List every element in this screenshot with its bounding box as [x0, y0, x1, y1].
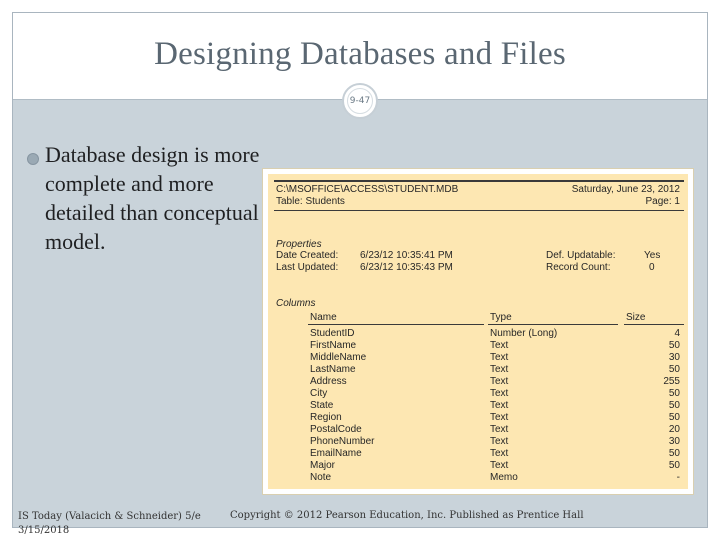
list-item: [268, 460, 688, 472]
field-size: 30: [668, 352, 680, 363]
footer-source: IS Today (Valacich & Schneider) 5/e: [18, 511, 201, 522]
column-header-size: Size: [626, 312, 646, 323]
field-name: State: [310, 400, 334, 411]
report-page: Page: 1: [645, 196, 680, 207]
slide-number: 9-47: [349, 96, 371, 106]
report-path: C:\MSOFFICE\ACCESS\STUDENT.MDB: [276, 184, 459, 195]
report-top-rule: [274, 180, 684, 182]
field-size: 50: [668, 400, 680, 411]
field-type: Text: [490, 340, 509, 351]
table-definition-report: [268, 174, 688, 489]
field-size: 4: [674, 328, 680, 339]
bullet-icon: [27, 153, 39, 165]
def-updatable-value: Yes: [644, 250, 661, 261]
field-name: City: [310, 388, 328, 399]
field-type: Text: [490, 388, 509, 399]
field-name: LastName: [310, 364, 356, 375]
record-count-label: Record Count:: [546, 262, 611, 273]
field-name: PhoneNumber: [310, 436, 375, 447]
field-type: Text: [490, 412, 509, 423]
list-item: [268, 436, 688, 448]
field-name: PostalCode: [310, 424, 362, 435]
list-item: [268, 412, 688, 424]
field-type: Text: [490, 376, 509, 387]
list-item: [268, 424, 688, 436]
report-image: [262, 168, 694, 495]
field-name: Address: [310, 376, 347, 387]
list-item: [268, 352, 688, 364]
field-type: Text: [490, 400, 509, 411]
field-size: 20: [668, 424, 680, 435]
field-name: MiddleName: [310, 352, 367, 363]
field-type: Memo: [490, 472, 518, 483]
date-created-label: Date Created:: [276, 250, 339, 261]
field-type: Text: [490, 448, 509, 459]
list-item: [268, 376, 688, 388]
field-size: 50: [668, 340, 680, 351]
date-created-value: 6/23/12 10:35:41 PM: [360, 250, 453, 261]
field-size: 50: [668, 448, 680, 459]
footer-date: 3/15/2018: [18, 525, 70, 536]
def-updatable-label: Def. Updatable:: [546, 250, 616, 261]
type-header-rule: [488, 324, 618, 325]
list-item: [268, 340, 688, 352]
name-header-rule: [308, 324, 484, 325]
footer-copyright: Copyright © 2012 Pearson Education, Inc. Published as Prentice Hall: [230, 510, 584, 521]
field-name: Note: [310, 472, 332, 483]
field-type: Text: [490, 352, 509, 363]
list-item: [268, 364, 688, 376]
report-header-rule: [274, 210, 684, 211]
field-size: 50: [668, 460, 680, 471]
page-title: Designing Databases and Files: [154, 36, 566, 72]
field-type: Text: [490, 436, 509, 447]
columns-heading: Columns: [276, 298, 316, 309]
field-name: StudentID: [310, 328, 355, 339]
field-size: 50: [668, 412, 680, 423]
column-header-name: Name: [310, 312, 337, 323]
bullet-text: Database design is more complete and more detailed than conceptual model.: [45, 142, 260, 254]
column-header-type: Type: [490, 312, 512, 323]
last-updated-value: 6/23/12 10:35:43 PM: [360, 262, 453, 273]
record-count-value: 0: [649, 262, 655, 273]
field-name: FirstName: [310, 340, 357, 351]
field-name: Major: [310, 460, 336, 471]
properties-heading: Properties: [276, 239, 322, 250]
field-name: EmailName: [310, 448, 362, 459]
field-type: Text: [490, 364, 509, 375]
list-item: [268, 400, 688, 412]
field-size: 50: [668, 388, 680, 399]
field-size: 50: [668, 364, 680, 375]
field-size: 255: [663, 376, 680, 387]
list-item: [268, 448, 688, 460]
slide-number-badge: [342, 83, 378, 119]
field-size: 30: [668, 436, 680, 447]
field-size: -: [676, 472, 680, 483]
field-type: Number (Long): [490, 328, 558, 339]
report-date: Saturday, June 23, 2012: [571, 184, 680, 195]
field-type: Text: [490, 424, 509, 435]
list-item: [268, 328, 688, 340]
footer-left: [18, 510, 201, 538]
size-header-rule: [624, 324, 684, 325]
list-item: [268, 472, 688, 484]
last-updated-label: Last Updated:: [276, 262, 339, 273]
field-name: Region: [310, 412, 342, 423]
list-item: [268, 388, 688, 400]
field-type: Text: [490, 460, 509, 471]
report-table-name: Table: Students: [276, 196, 345, 207]
